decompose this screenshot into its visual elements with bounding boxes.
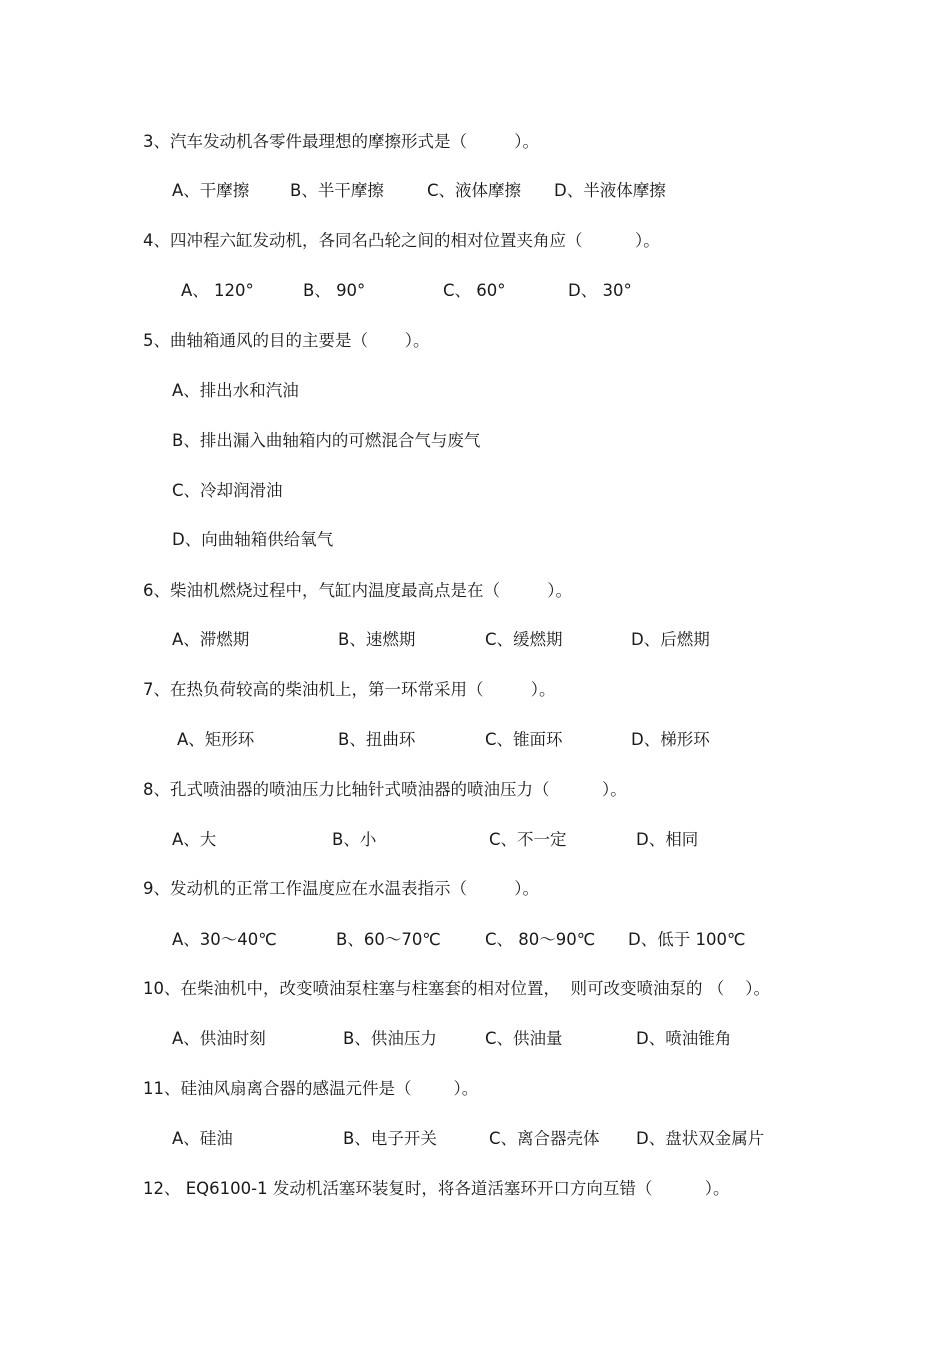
option-d: D、半液体摩擦 (554, 181, 666, 200)
question-9: 9、发动机的正常工作温度应在水温表指示（ ）。 (143, 879, 539, 898)
option-a: A、干摩擦 (172, 181, 250, 200)
option-b: B、60～70℃ (336, 930, 441, 949)
question-11: 11、硅油风扇离合器的感温元件是（ ）。 (143, 1079, 479, 1098)
option-c: C、供油量 (485, 1029, 563, 1048)
option-a: A、30～40℃ (172, 930, 277, 949)
option-a: A、大 (172, 830, 217, 849)
option-c: C、离合器壳体 (489, 1129, 600, 1148)
option-c: C、液体摩擦 (427, 181, 522, 200)
option-b: B、 90° (303, 281, 366, 300)
option-b: B、排出漏入曲轴箱内的可燃混合气与废气 (172, 431, 481, 450)
question-10: 10、在柴油机中，改变喷油泵柱塞与柱塞套的相对位置， 则可改变喷油泵的 （ ）。 (143, 979, 770, 998)
option-d: D、向曲轴箱供给氧气 (172, 530, 334, 549)
options-row-10 (0, 1027, 950, 1051)
option-d: D、 30° (568, 281, 632, 300)
option-b: B、速燃期 (338, 630, 416, 649)
option-d: D、盘状双金属片 (636, 1129, 765, 1148)
option-c: C、锥面环 (485, 730, 563, 749)
option-a: A、矩形环 (177, 730, 255, 749)
question-6: 6、柴油机燃烧过程中，气缸内温度最高点是在（ ）。 (143, 581, 572, 600)
option-b: B、供油压力 (343, 1029, 437, 1048)
question-7: 7、在热负荷较高的柴油机上，第一环常采用（ ）。 (143, 680, 556, 699)
options-row-7 (0, 728, 950, 752)
question-3: 3、汽车发动机各零件最理想的摩擦形式是（ ）。 (143, 132, 539, 151)
option-a: A、滞燃期 (172, 630, 250, 649)
options-row-6 (0, 628, 950, 652)
question-4: 4、四冲程六缸发动机，各同名凸轮之间的相对位置夹角应（ ）。 (143, 231, 660, 250)
option-d: D、梯形环 (631, 730, 710, 749)
option-c: C、 80～90℃ (485, 930, 596, 949)
options-row-3 (0, 179, 950, 203)
option-d: D、喷油锥角 (636, 1029, 732, 1048)
option-a: A、 120° (181, 281, 254, 300)
question-12: 12、 EQ6100-1 发动机活塞环装复时，将各道活塞环开口方向互错（ ）。 (143, 1179, 730, 1198)
option-c: C、不一定 (489, 830, 567, 849)
option-c: C、缓燃期 (485, 630, 563, 649)
options-row-8 (0, 828, 950, 852)
options-row-9 (0, 928, 950, 952)
option-a: A、供油时刻 (172, 1029, 266, 1048)
question-5: 5、曲轴箱通风的目的主要是（ ）。 (143, 331, 430, 350)
option-d: D、后燃期 (631, 630, 710, 649)
option-d: D、低于 100℃ (628, 930, 746, 949)
option-b: B、小 (332, 830, 377, 849)
option-b: B、电子开关 (343, 1129, 437, 1148)
question-8: 8、孔式喷油器的喷油压力比轴针式喷油器的喷油压力（ ）。 (143, 780, 627, 799)
option-c: C、冷却润滑油 (172, 481, 283, 500)
option-c: C、 60° (443, 281, 506, 300)
option-b: B、半干摩擦 (290, 181, 384, 200)
option-a: A、硅油 (172, 1129, 233, 1148)
option-b: B、扭曲环 (338, 730, 416, 749)
option-a: A、排出水和汽油 (172, 381, 299, 400)
option-d: D、相同 (636, 830, 699, 849)
options-row-4 (0, 279, 950, 303)
options-row-11 (0, 1127, 950, 1151)
